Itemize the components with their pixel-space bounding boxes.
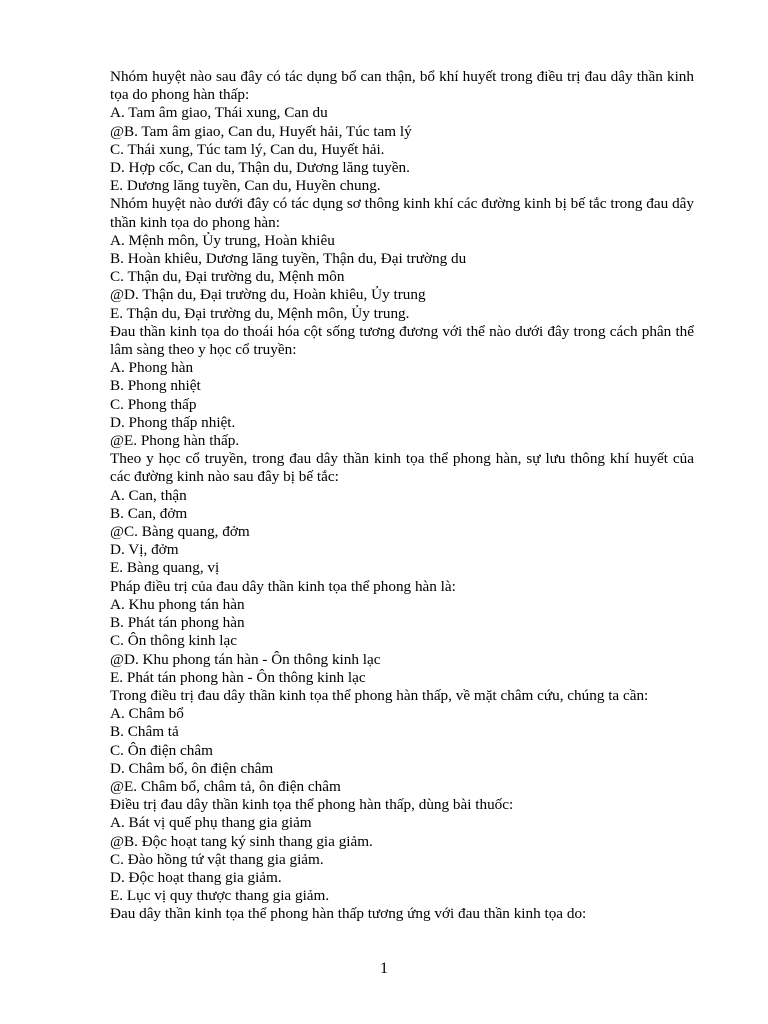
answer-option: A. Tam âm giao, Thái xung, Can du: [110, 104, 328, 122]
answer-option: A. Can, thận: [110, 486, 187, 504]
answer-option: B. Can, đởm: [110, 504, 188, 522]
answer-option: A. Khu phong tán hàn: [110, 595, 245, 613]
answer-option: E. Bàng quang, vị: [110, 559, 220, 577]
question-stem: Nhóm huyệt nào dưới đây có tác dụng sơ thông kinh khí các đường kinh bị bế tắc trong đau dây thần kinh tọa do phong hàn:: [110, 195, 694, 231]
question-stem: Điều trị đau dây thần kinh tọa thể phong hàn thấp, dùng bài thuốc:: [110, 796, 514, 814]
answer-option: E. Thận du, Đại trường du, Mệnh môn, Ủy trung.: [110, 304, 410, 322]
answer-option: D. Độc hoạt thang gia giảm.: [110, 868, 282, 886]
page-number: 1: [380, 960, 388, 977]
answer-option: B. Phong nhiệt: [110, 377, 201, 395]
answer-option: @C. Bàng quang, đởm: [110, 523, 250, 541]
answer-option: E. Lục vị quy thược thang gia giảm.: [110, 887, 330, 905]
answer-option: B. Hoàn khiêu, Dương lăng tuyền, Thận du, Đại trường du: [110, 250, 467, 268]
answer-option: B. Phát tán phong hàn: [110, 614, 245, 632]
answer-option: C. Ôn thông kinh lạc: [110, 632, 237, 650]
answer-option: C. Phong thấp: [110, 395, 197, 413]
answer-option: C. Thái xung, Túc tam lý, Can du, Huyết hải.: [110, 140, 385, 158]
answer-option: A. Châm bổ: [110, 705, 184, 723]
answer-option: @B. Độc hoạt tang ký sinh thang gia giảm.: [110, 832, 373, 850]
answer-option: D. Vị, đởm: [110, 541, 179, 559]
question-stem: Theo y học cổ truyền, trong đau dây thần kinh tọa thể phong hàn, sự lưu thông khí huyết của các đường kinh nào sau đây bị bế tắc:: [110, 450, 694, 486]
answer-option: D. Hợp cốc, Can du, Thận du, Dương lăng tuyền.: [110, 159, 410, 177]
answer-option: @D. Thận du, Đại trường du, Hoàn khiêu, Ủy trung: [110, 286, 426, 304]
question-stem: Đau thần kinh tọa do thoái hóa cột sống tương đương với thể nào dưới đây trong cách phân thể lâm sàng theo y học cổ truyền:: [110, 322, 694, 359]
answer-option: @B. Tam âm giao, Can du, Huyết hải, Túc tam lý: [110, 122, 412, 140]
document-body: [110, 68, 694, 924]
answer-option: C. Đào hồng tứ vật thang gia giảm.: [110, 850, 324, 868]
answer-option: E. Dương lăng tuyền, Can du, Huyền chung.: [110, 177, 381, 195]
answer-option: @D. Khu phong tán hàn - Ôn thông kinh lạc: [110, 650, 381, 668]
answer-option: D. Châm bổ, ôn điện châm: [110, 759, 274, 777]
question-stem: Trong điều trị đau dây thần kinh tọa thể phong hàn thấp, về mặt châm cứu, chúng ta cần:: [110, 686, 649, 704]
question-stem: Nhóm huyệt nào sau đây có tác dụng bổ can thận, bổ khí huyết trong điều trị đau dây thần kinh tọa do phong hàn thấp:: [110, 68, 694, 104]
question-stem: Đau dây thần kinh tọa thể phong hàn thấp tương ứng với đau thần kinh tọa do:: [110, 905, 587, 923]
answer-option: C. Thận du, Đại trường du, Mệnh môn: [110, 268, 345, 286]
answer-option: A. Phong hàn: [110, 359, 194, 377]
answer-option: D. Phong thấp nhiệt.: [110, 413, 236, 431]
answer-option: @E. Châm bổ, châm tả, ôn điện châm: [110, 777, 341, 795]
answer-option: E. Phát tán phong hàn - Ôn thông kinh lạc: [110, 668, 366, 686]
answer-option: B. Châm tả: [110, 723, 179, 741]
answer-option: @E. Phong hàn thấp.: [110, 432, 240, 450]
answer-option: A. Mệnh môn, Ủy trung, Hoàn khiêu: [110, 231, 335, 249]
question-stem: Pháp điều trị của đau dây thần kinh tọa thể phong hàn là:: [110, 577, 456, 595]
answer-option: A. Bát vị quế phụ thang gia giảm: [110, 814, 312, 832]
answer-option: C. Ôn điện châm: [110, 741, 213, 759]
